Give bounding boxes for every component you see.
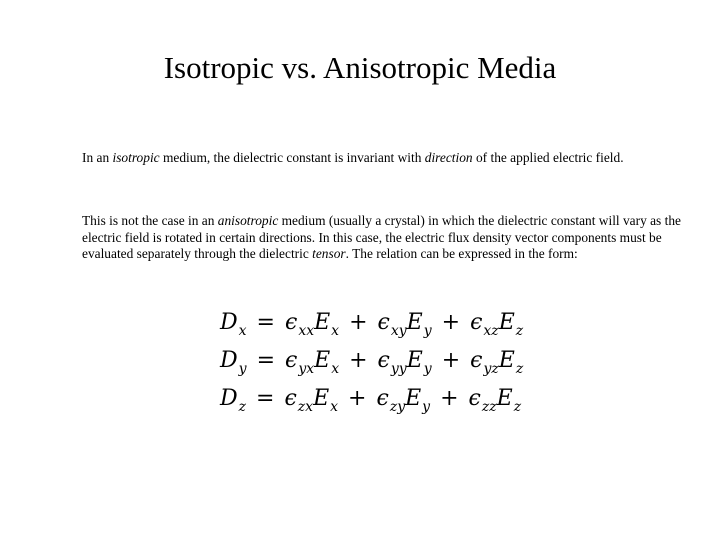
p2-text-3: . The relation can be expressed in the form: <box>345 246 578 261</box>
field-subscript: y <box>422 399 431 415</box>
equation-lhs: D <box>220 386 238 411</box>
p2-emphasis-anisotropic: anisotropic <box>217 213 279 228</box>
field-subscript: z <box>515 323 524 339</box>
p2-emphasis-tensor: tensor <box>312 246 346 261</box>
epsilon-symbol: ϵ <box>470 348 483 373</box>
equation-term <box>376 386 431 415</box>
field-symbol: E <box>406 310 423 335</box>
epsilon-subscript: yy <box>390 361 407 377</box>
epsilon-symbol: ϵ <box>377 310 390 335</box>
plus-sign: + <box>440 386 459 411</box>
field-subscript: y <box>423 361 432 377</box>
epsilon-subscript: zz <box>481 399 497 415</box>
epsilon-subscript: zy <box>389 399 406 415</box>
field-subscript: x <box>331 323 340 339</box>
field-subscript: z <box>513 399 522 415</box>
equation-term <box>470 310 524 339</box>
epsilon-symbol: ϵ <box>376 386 389 411</box>
epsilon-symbol: ϵ <box>377 348 390 373</box>
equation-term <box>284 310 340 339</box>
equals-sign: = <box>256 310 275 335</box>
p1-text-1: In an <box>82 150 113 165</box>
p2-text-1: This is not the case in an <box>82 213 218 228</box>
epsilon-subscript: yx <box>298 361 315 377</box>
equation-term <box>377 310 432 339</box>
equation-term <box>285 348 340 377</box>
paragraph-isotropic <box>82 150 682 167</box>
p1-text-3: of the applied electric field. <box>472 150 624 165</box>
epsilon-subscript: xy <box>390 323 407 339</box>
tensor-equations <box>220 310 523 424</box>
p2-text-2: medium (usually a crystal) in which the dielectric constant will vary as the electric field is rotated in certain directions. In this case, the electric flux density vector components must be evaluated separately through the dielectric <box>82 213 681 261</box>
equation-lhs: D <box>220 310 238 335</box>
equation-term <box>468 386 522 415</box>
epsilon-subscript: zx <box>297 399 314 415</box>
plus-sign: + <box>441 348 461 373</box>
field-subscript: z <box>515 361 524 377</box>
field-subscript: x <box>331 361 340 377</box>
p1-emphasis-direction: direction <box>424 150 473 165</box>
plus-sign: + <box>349 310 368 335</box>
plus-sign: + <box>348 386 367 411</box>
slide-title: Isotropic vs. Anisotropic Media <box>163 50 557 85</box>
epsilon-symbol: ϵ <box>285 348 298 373</box>
equation-term <box>470 348 524 377</box>
epsilon-symbol: ϵ <box>284 386 297 411</box>
field-symbol: E <box>314 348 331 373</box>
epsilon-symbol: ϵ <box>470 310 483 335</box>
equation-row <box>220 310 523 348</box>
equals-sign: = <box>256 348 275 373</box>
equation-term <box>284 386 339 415</box>
field-symbol: E <box>498 348 515 373</box>
epsilon-subscript: yz <box>483 361 499 377</box>
plus-sign: + <box>441 310 461 335</box>
equation-lhs-subscript: z <box>238 399 247 415</box>
field-symbol: E <box>406 348 423 373</box>
p1-emphasis-isotropic: isotropic <box>112 150 160 165</box>
equation-lhs-subscript: x <box>238 323 247 339</box>
equals-sign: = <box>256 386 275 411</box>
field-symbol: E <box>313 386 330 411</box>
field-symbol: E <box>314 310 331 335</box>
p1-text-2: medium, the dielectric constant is invariant with <box>159 150 425 165</box>
equation-term <box>377 348 432 377</box>
equation-lhs: D <box>220 348 238 373</box>
epsilon-subscript: xz <box>483 323 499 339</box>
field-symbol: E <box>496 386 513 411</box>
field-symbol: E <box>498 310 515 335</box>
epsilon-symbol: ϵ <box>284 310 298 335</box>
field-symbol: E <box>405 386 422 411</box>
epsilon-symbol: ϵ <box>468 386 481 411</box>
field-subscript: x <box>330 399 339 415</box>
field-subscript: y <box>423 323 432 339</box>
equation-lhs-subscript: y <box>238 361 247 377</box>
epsilon-subscript: xx <box>298 323 315 339</box>
equation-row <box>220 386 523 424</box>
plus-sign: + <box>349 348 368 373</box>
equation-row <box>220 348 523 386</box>
paragraph-anisotropic <box>82 213 682 263</box>
